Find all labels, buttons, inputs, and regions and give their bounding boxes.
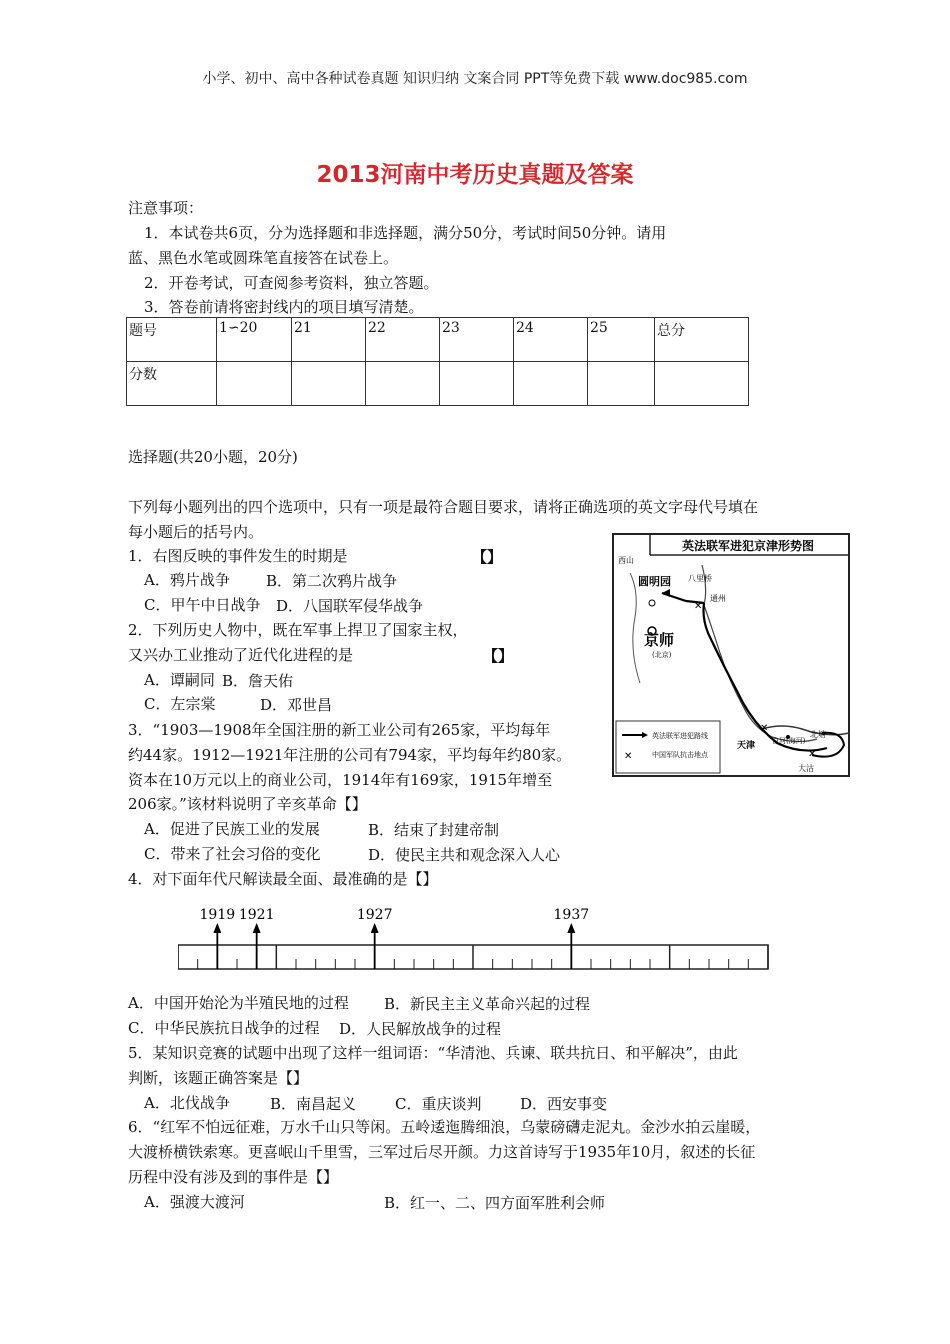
map-label-tianjin: 天津 (737, 741, 756, 751)
notice-item-2: 2．开卷考试，可查阅参考资料，独立答题。 (144, 274, 439, 292)
score-header-cell: 24 (514, 318, 588, 362)
page-title: 2013河南中考历史真题及答案 (316, 162, 634, 188)
q2-answer-bracket[interactable]: 【】 (483, 647, 514, 665)
battle-marker-icon: ✕ (760, 723, 769, 734)
timeline-arrow-icon (371, 923, 379, 933)
q2-option-b[interactable]: B．詹天佑 (222, 672, 294, 690)
q4-stem: 4．对下面年代尺解读最全面、最准确的是【】 (128, 870, 438, 888)
q4-option-d[interactable]: D．人民解放战争的过程 (339, 1020, 502, 1038)
q1-stem: 1．右图反映的事件发生的时期是 (128, 547, 348, 565)
map-label-baihe: 白河(海河) (772, 737, 806, 745)
q3-option-c[interactable]: C．带来了社会习俗的变化 (144, 845, 321, 863)
score-row-label: 分数 (127, 362, 217, 406)
q2-option-c[interactable]: C．左宗棠 (144, 695, 216, 713)
timeline-year-label: 1927 (356, 907, 393, 923)
map-label-tongzhou: 通州 (710, 594, 726, 603)
map-label-yuanmingyuan: 圆明园 (638, 575, 671, 588)
legend-battle-icon: ✕ (624, 751, 633, 762)
q4-option-c[interactable]: C．中华民族抗日战争的过程 (128, 1019, 320, 1037)
q6-line-1: 6．“红军不怕远征难，万水千山只等闲。五岭逶迤腾细浪，乌蒙磅礴走泥丸。金沙水拍云崖暖， (128, 1118, 761, 1136)
map-label-xishan: 西山 (618, 556, 634, 565)
q1-answer-bracket[interactable]: 【】 (472, 548, 503, 566)
notice-item-1a: 1．本试卷共6页，分为选择题和非选择题，满分50分，考试时间50分钟。请用 (144, 224, 667, 242)
score-header-cell: 1∽20 (217, 318, 292, 362)
section-title: 选择题(共20小题，20分) (128, 448, 298, 466)
battle-marker-icon: ✕ (694, 601, 703, 612)
q3-option-d[interactable]: D．使民主共和观念深入人心 (368, 846, 561, 864)
q5-line-2: 判断，该题正确答案是【】 (128, 1069, 309, 1087)
score-input-cell[interactable] (588, 362, 655, 406)
q2-stem-a: 2．下列历史人物中，既在军事上捍卫了国家主权， (128, 621, 468, 639)
q1-option-c[interactable]: C．甲午中日战争 (144, 596, 261, 614)
timeline-year-label: 1919 (199, 907, 236, 923)
score-input-cell[interactable] (514, 362, 588, 406)
q1-option-b[interactable]: B．第二次鸦片战争 (266, 572, 398, 590)
page-header: 小学、初中、高中各种试卷真题 知识归纳 文案合同 PPT等免费下载 www.doc985.com (202, 71, 748, 87)
map-label-baliqiao: 八里桥 (688, 574, 712, 583)
score-input-cell[interactable] (217, 362, 292, 406)
q5-option-a[interactable]: A．北伐战争 (144, 1094, 230, 1112)
q2-option-d[interactable]: D．邓世昌 (260, 696, 333, 714)
map-label-beitang: 北塘 (810, 730, 826, 739)
q3-option-b[interactable]: B．结束了封建帝制 (368, 821, 500, 839)
score-input-cell[interactable] (292, 362, 366, 406)
map-label-beijing: (北京) (652, 651, 672, 659)
q3-line-2: 约44家。1912—1921年注册的公司有794家，平均每年约80家。 (128, 746, 572, 764)
q6-option-b[interactable]: B．红一、二、四方面军胜利会师 (384, 1194, 606, 1212)
score-header-cell: 21 (292, 318, 366, 362)
score-input-cell[interactable] (655, 362, 749, 406)
section-instruction-b: 每小题后的括号内。 (128, 523, 264, 541)
q4-option-b[interactable]: B．新民主主义革命兴起的过程 (384, 995, 591, 1013)
q5-line-1: 5．某知识竞赛的试题中出现了这样一组词语：“华清池、兵谏、联共抗日、和平解决”，由此 (128, 1044, 738, 1062)
q6-line-2: 大渡桥横铁索寒。更喜岷山千里雪，三军过后尽开颜。力这首诗写于1935年10月，叙述的长征 (128, 1143, 756, 1161)
q3-option-a[interactable]: A．促进了民族工业的发展 (144, 820, 320, 838)
q6-option-a[interactable]: A．强渡大渡河 (144, 1193, 245, 1211)
timeline-arrow-icon (567, 923, 575, 933)
q5-option-b[interactable]: B．南昌起义 (270, 1095, 357, 1113)
timeline-arrow-icon (253, 923, 261, 933)
legend-route-label: 英法联军进犯路线 (652, 732, 708, 740)
q6-line-3: 历程中没有涉及到的事件是【】 (128, 1168, 339, 1186)
q4-option-a[interactable]: A．中国开始沦为半殖民地的过程 (128, 994, 349, 1012)
score-header-cell: 题号 (127, 318, 217, 362)
score-input-cell[interactable] (440, 362, 514, 406)
score-header-cell: 23 (440, 318, 514, 362)
score-input-cell[interactable] (366, 362, 440, 406)
score-table (126, 317, 749, 406)
notice-item-3: 3．答卷前请将密封线内的项目填写清楚。 (144, 298, 424, 316)
q2-stem-b: 又兴办工业推动了近代化进程的是 (128, 646, 354, 664)
timeline-year-label: 1937 (553, 907, 590, 923)
section-instruction-a: 下列每小题列出的四个选项中，只有一项是最符合题目要求，请将正确选项的英文字母代号填在 (128, 498, 759, 516)
anglo-french-invasion-map (612, 533, 850, 777)
q1-option-a[interactable]: A．鸦片战争 (144, 571, 230, 589)
map-label-jingshi: 京师 (644, 631, 675, 649)
q3-line-3: 资本在10万元以上的商业公司，1914年有169家，1915年增至 (128, 771, 553, 789)
q5-option-d[interactable]: D．西安事变 (520, 1095, 608, 1113)
legend-battle-label: 中国军队抗击地点 (652, 751, 708, 759)
score-header-cell: 22 (366, 318, 440, 362)
score-header-cell: 25 (588, 318, 655, 362)
timeline-ruler (178, 903, 770, 973)
timeline-arrow-icon (213, 923, 221, 933)
q2-option-a[interactable]: A．谭嗣同 (144, 671, 215, 689)
score-header-cell: 总分 (655, 318, 749, 362)
notice-heading: 注意事项： (128, 199, 204, 217)
q3-line-4: 206家。”该材料说明了辛亥革命【】 (128, 795, 367, 813)
q1-option-d[interactable]: D．八国联军侵华战争 (276, 597, 424, 615)
timeline-year-label: 1921 (238, 907, 275, 923)
map-label-dagu: 大沽 (798, 764, 814, 773)
q3-line-1: 3．“1903—1908年全国注册的新工业公司有265家，平均每年 (128, 721, 551, 739)
battle-marker-icon: ✕ (808, 749, 817, 760)
q5-option-c[interactable]: C．重庆谈判 (395, 1095, 482, 1113)
map-title: 英法联军进犯京津形势图 (681, 539, 815, 553)
notice-item-1b: 蓝、黑色水笔或圆珠笔直接答在试卷上。 (128, 249, 399, 267)
